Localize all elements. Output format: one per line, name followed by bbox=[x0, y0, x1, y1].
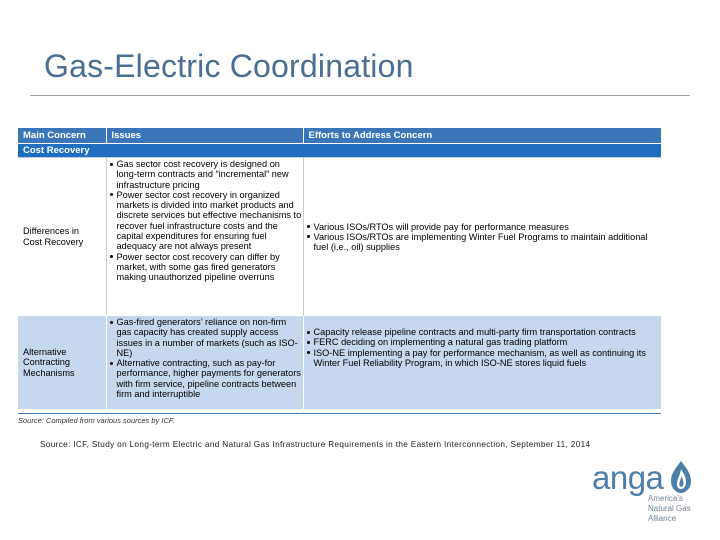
effort-item: FERC deciding on implementing a natural gas trading platform bbox=[304, 337, 662, 347]
logo-tagline-line: Alliance bbox=[648, 514, 677, 523]
issue-item: Power sector cost recovery in organized markets is divided into market products and discrete services but effective mechanisms to recover fuel infrastructure costs and the capital expenditures for ensuring fuel adequacy are not always present bbox=[107, 190, 303, 252]
effort-item: Various ISOs/RTOs are implementing Winter Fuel Programs to maintain additional fuel (i.e., oil) supplies bbox=[304, 232, 662, 253]
header-main-concern: Main Concern bbox=[18, 128, 106, 144]
effort-item: Capacity release pipeline contracts and multi-party firm transportation contracts bbox=[304, 327, 662, 337]
concerns-table bbox=[18, 128, 661, 409]
slide-title: Gas-Electric Coordination bbox=[44, 48, 414, 84]
table-bottom-rule bbox=[18, 413, 661, 414]
issues-list bbox=[107, 316, 303, 399]
logo-tagline bbox=[648, 494, 691, 524]
effort-item: ISO-NE implementing a pay for performance mechanism, as well as continuing its Winter Fuel Reliability Program, in which ISO-NE stores liquid fuels bbox=[304, 348, 662, 369]
anga-logo bbox=[592, 458, 702, 530]
table-row bbox=[18, 316, 661, 410]
issue-item: Power sector cost recovery can differ by market, with some gas fired generators making unauthorized pipeline overruns bbox=[107, 252, 303, 283]
title-divider bbox=[30, 95, 690, 96]
logo-wordmark: anga bbox=[592, 459, 664, 496]
table-source-note: Source: Compiled from various sources by ICF. bbox=[18, 416, 175, 425]
table-row bbox=[18, 158, 661, 316]
issues-cell bbox=[106, 158, 303, 316]
category-cost-recovery: Cost Recovery bbox=[18, 144, 661, 158]
category-row bbox=[18, 144, 661, 158]
efforts-list bbox=[304, 326, 662, 368]
concern-line: Contracting bbox=[23, 357, 70, 368]
issues-list bbox=[107, 158, 303, 283]
logo-tagline-line: America’s bbox=[648, 494, 683, 503]
header-issues: Issues bbox=[106, 128, 303, 144]
issue-item: Gas sector cost recovery is designed on long-term contracts and “incremental” new infrastructure pricing bbox=[107, 159, 303, 190]
slide-source-citation: Source: ICF, Study on Long-term Electric and Natural Gas Infrastructure Requirements in the Eastern Interconnection, September 11, 2014 bbox=[40, 440, 591, 449]
issue-item: Alternative contracting, such as pay-for performance, higher payments for generators with firm service, pipeline contracts between firm and interruptible bbox=[107, 358, 303, 399]
concern-line: Differences in bbox=[23, 226, 80, 237]
efforts-cell bbox=[303, 158, 661, 316]
logo-tagline-line: Natural Gas bbox=[648, 504, 691, 513]
table-header-row bbox=[18, 128, 661, 144]
efforts-cell bbox=[303, 316, 661, 410]
flame-drop-icon bbox=[669, 460, 693, 494]
issues-cell bbox=[106, 316, 303, 410]
effort-item: Various ISOs/RTOs will provide pay for performance measures bbox=[304, 222, 662, 232]
concern-cell bbox=[18, 158, 106, 316]
header-efforts: Efforts to Address Concern bbox=[303, 128, 661, 144]
concern-line: Mechanisms bbox=[23, 367, 75, 378]
concern-line: Cost Recovery bbox=[23, 236, 84, 247]
concern-line: Alternative bbox=[23, 347, 67, 358]
issue-item: Gas-fired generators’ reliance on non-firm gas capacity has created supply access issues in a number of markets (such as ISO-NE) bbox=[107, 317, 303, 358]
concern-cell bbox=[18, 316, 106, 410]
efforts-list bbox=[304, 221, 662, 253]
